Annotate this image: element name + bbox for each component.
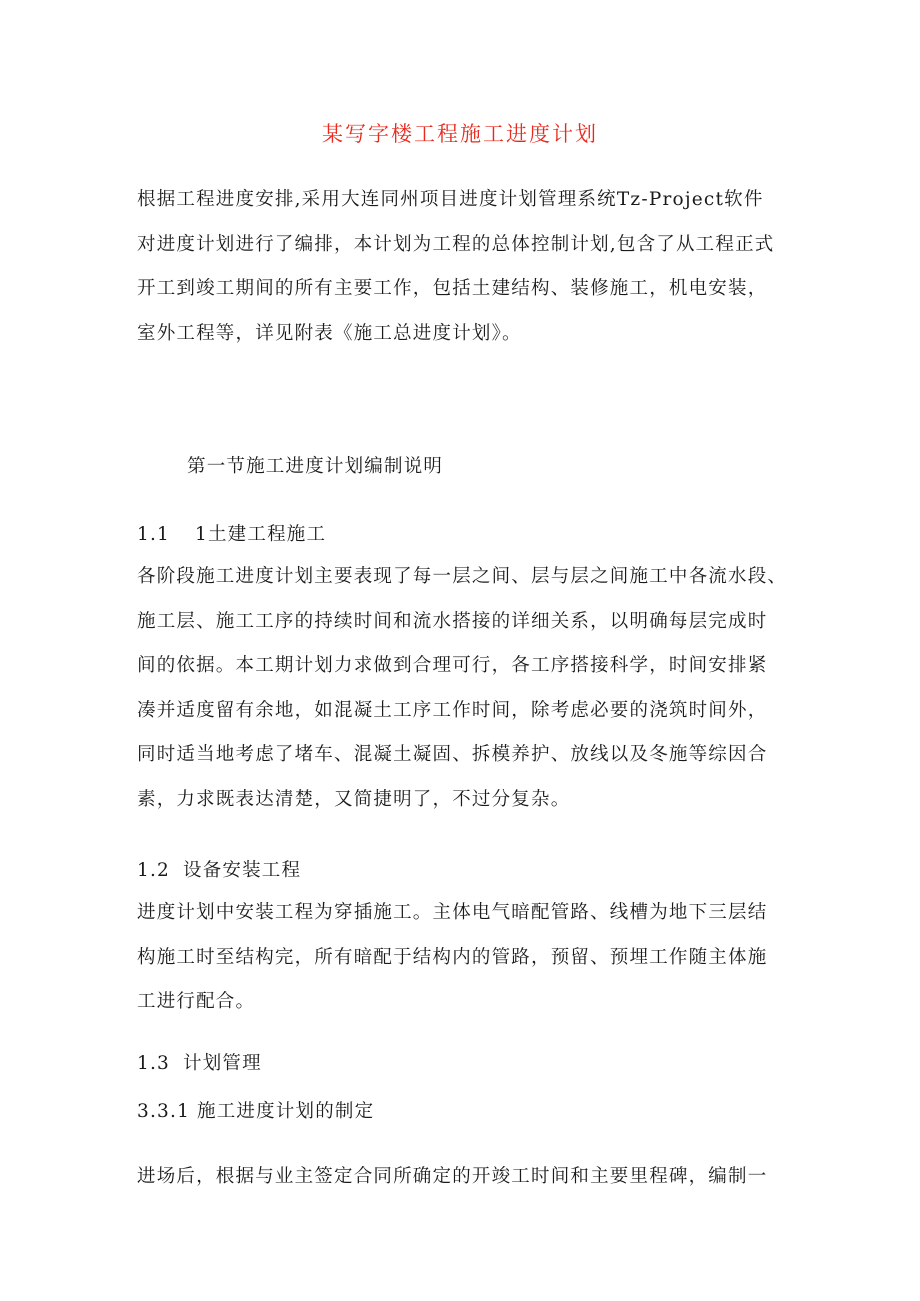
heading-1-1 <box>137 520 326 546</box>
body-line: 同时适当地考虑了堵车、混凝土凝固、拆模养护、放线以及冬施等综因合 <box>137 744 768 765</box>
section-title: 第一节施工进度计划编制说明 <box>187 456 444 477</box>
body-line: 各阶段施工进度计划主要表现了每一层之间、层与层之间施工中各流水段、 <box>137 566 788 587</box>
heading-number: 3.3.1 <box>137 1101 191 1122</box>
intro-line: 开工到竣工期间的所有主要工作，包括土建结构、装修施工，机电安装， <box>137 278 768 299</box>
paragraph-3-3-1 <box>137 1155 797 1200</box>
intro-paragraph <box>137 178 797 356</box>
heading-3-3-1 <box>137 1097 374 1123</box>
paragraph-1-1 <box>137 555 797 822</box>
intro-line: 室外工程等，详见附表《施工总进度计划》。 <box>137 322 522 344</box>
body-line: 进场后，根据与业主签定合同所确定的开竣工时间和主要里程碑，编制一 <box>137 1166 768 1187</box>
body-line: 素，力求既表达清楚，又简捷明了，不过分复杂。 <box>137 788 571 810</box>
body-line: 凑并适度留有余地，如混凝土工序工作时间，除考虑必要的浇筑时间外， <box>137 699 768 721</box>
heading-number: 1.3 <box>137 1053 171 1074</box>
heading-1-2 <box>137 856 301 882</box>
intro-line: 对进度计划进行了编排，本计划为工程的总体控制计划,包含了从工程正式 <box>137 233 775 255</box>
heading-text: 施工进度计划的制定 <box>197 1101 375 1122</box>
body-line: 间的依据。本工期计划力求做到合理可行，各工序搭接科学，时间安排紧 <box>137 655 768 676</box>
paragraph-1-2 <box>137 891 797 1025</box>
body-line: 进度计划中安装工程为穿插施工。主体电气暗配管路、线槽为地下三层结 <box>137 902 768 923</box>
body-line: 工进行配合。 <box>137 991 256 1012</box>
body-line: 构施工时至结构完，所有暗配于结构内的管路，预留、预埋工作随主体施 <box>137 946 768 968</box>
document-title: 某写字楼工程施工进度计划 <box>322 122 598 146</box>
heading-text: 设备安装工程 <box>183 860 302 881</box>
intro-line: 根据工程进度安排,采用大连同州项目进度计划管理系统Tz-Project软件 <box>137 189 764 210</box>
heading-text: 1土建工程施工 <box>195 524 327 545</box>
heading-number: 1.2 <box>137 860 171 881</box>
heading-1-3 <box>137 1049 262 1075</box>
heading-text: 计划管理 <box>183 1053 262 1074</box>
body-line: 施工层、施工工序的持续时间和流水搭接的详细关系，以明确每层完成时 <box>137 610 768 632</box>
heading-number: 1.1 <box>137 524 171 545</box>
